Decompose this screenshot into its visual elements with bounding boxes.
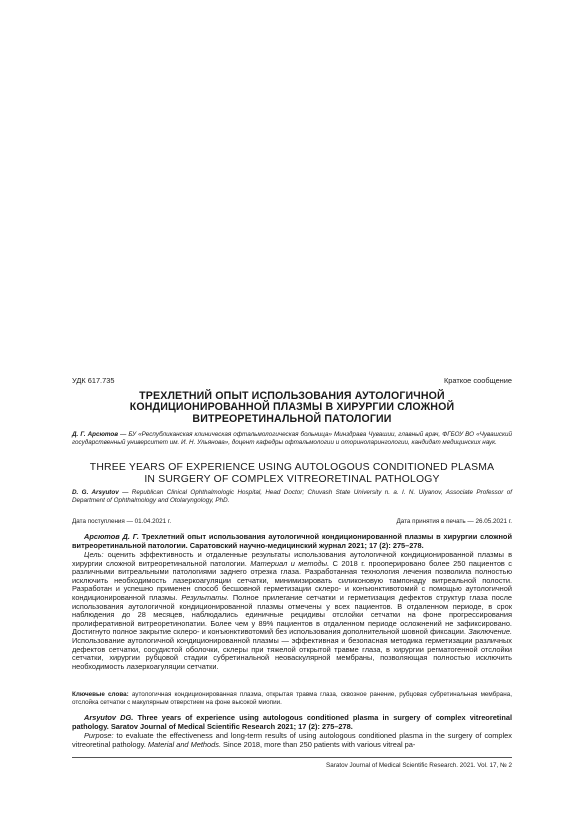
abstract-ru-conclusion: Использование аутологичной кондиционированной плазмы — эффективная и безопасная методика герметизации различных дефектов сетчатки, сосудистой оболочки, склеры при тяжелой открытой травме глаза, в хирургии регматогенной отслойки сетчатки, хирургии рубцовой стадии субретинальной неоваскулярной мембраны, позволяющая полностью исключить необходимость лазеркоагуляции сетчатки. (72, 635, 512, 671)
article-dates (72, 518, 512, 526)
author-affiliation-ru: — БУ «Республиканская клиническая офтальмологическая больница» Минздрава Чувашии, главный врач, ФГБОУ ВО «Чувашский государственный университет им. И. Н. Ульянова», доцент кафедры офтальмологии и оториноларингологии, кандидат медицинских наук. (72, 431, 513, 446)
title-ru-line-1: ТРЕХЛЕТНИЙ ОПЫТ ИСПОЛЬЗОВАНИЯ АУТОЛОГИЧНОЙ (139, 390, 445, 402)
page-footer (72, 762, 512, 770)
citation-ru-author: Арсютов Д. Г. (84, 532, 139, 541)
received-date: Дата поступления — 01.04.2021 г. (72, 518, 172, 525)
keywords-russian (72, 691, 512, 706)
citation-english (72, 714, 512, 731)
abstract-ru-conclusion-label: Заключение. (468, 627, 512, 637)
citation-en-text: Three years of experience using autologous conditioned plasma in surgery of complex vitreoretinal pathology. Saratov Journal of Medical Scientific Research 2021; 17 (2): 275–278. (72, 713, 512, 731)
abstract-ru-methods-label: Материал и методы. (250, 558, 330, 568)
title-ru-line-2: КОНДИЦИОНИРОВАННОЙ ПЛАЗМЫ В ХИРУРГИИ СЛОЖНОЙ (129, 401, 455, 414)
article-header (72, 377, 512, 386)
accepted-date: Дата принятия в печать — 26.05.2021 г. (396, 518, 512, 525)
citation-en-author: Arsyutov DG. (84, 713, 134, 722)
abstract-ru-purpose: оценить эффективность и отдаленные результаты использования аутологичной кондиционированной плазмы в хирургии сложной витреоретинальной патологии. (72, 550, 512, 568)
abstract-ru-purpose-label: Цель: (84, 550, 104, 559)
author-name-en: D. G. Arsyutov (72, 489, 119, 496)
abstract-en-methods-label: Material and Methods. (147, 739, 221, 749)
abstract-en-methods: Since 2018, more than 250 patients with various vitreal pa- (221, 739, 416, 749)
abstract-english (72, 732, 512, 749)
keywords-label: Ключевые слова: (72, 691, 129, 698)
abstract-russian (72, 551, 512, 671)
footer-divider (72, 757, 512, 758)
abstract-ru-methods: С 2018 г. прооперировано более 250 пациентов с различными витреальными патологиями заднего отрезка глаза. Разработанная технология лечения позволила полностью исключить необходимость лазеркоагуляции сетчатки, минимизировать силиконовую тампонаду витреальной полости. Разработан и успешно применен способ бесшовной герметизации склеро- и конъюнктивотомий с помощью аутологичной кондиционированной плазмы. (72, 558, 512, 602)
author-affiliation-en: — Republican Clinical Ophthalmologic Hospital, Head Doctor; Chuvash State University n. a. I. N. Ulyanov, Associate Professor of Department of Ophthalmology and Otolaryngology, PhD. (72, 489, 512, 504)
citation-russian (72, 533, 512, 550)
footer-journal: Saratov Journal of Medical Scientific Research. 2021. Vol. 17, № 2 (326, 762, 512, 769)
author-name-ru: Д. Г. Арсютов (72, 431, 119, 438)
title-en-line-1: THREE YEARS OF EXPERIENCE USING AUTOLOGOUS CONDITIONED PLASMA (89, 462, 495, 473)
abstract-en-purpose-label: Purpose: (84, 731, 114, 740)
title-english (72, 462, 512, 485)
keywords-text: аутологичная кондиционированная плазма, открытая травма глаза, сквозное ранение, рубцовая субретинальная мембрана, отслойка сетчатки с макулярным отверстием на фоне высокой миопии. (72, 691, 513, 706)
abstract-ru-results-label: Результаты. (181, 592, 229, 602)
abstract-en-purpose: to evaluate the effectiveness and long-term results of using autologous conditioned plasma in the surgery of complex vitreoretinal pathology. (72, 731, 512, 749)
author-info-russian (72, 431, 512, 446)
article-type: Краткое сообщение (444, 376, 512, 385)
udc-code: УДК 617.735 (72, 376, 115, 385)
author-info-english (72, 489, 512, 504)
abstract-ru-results: Полное прилегание сетчатки и герметизация дефектов структур глаза после использования аутологичной кондиционированной плазмы отмечены у всех пациентов. В отдаленном периоде, в срок наблюдения до 28 месяцев, наблюдались единичные рецидивы отслойки сетчатки на фоне прогрессирования пролиферативной витреоретинопатии. Более чем у 89% пациентов в отдаленном периоде осложнений не зафиксировано. Достигнуто полное закрытие склеро- и конъюнктивотомий без использования дополнительной шовной фиксации. (72, 592, 512, 637)
title-ru-line-3: ВИТРЕОРЕТИНАЛЬНОЙ ПАТОЛОГИИ (192, 412, 392, 425)
citation-ru-text: Трехлетний опыт использования аутологичной кондиционированной плазмы в хирургии сложной витреоретинальной патологии. Саратовский научно-медицинский журнал 2021; 17 (2): 275–278. (72, 532, 512, 550)
title-en-line-2: IN SURGERY OF COMPLEX VITREORETINAL PATHOLOGY (144, 473, 440, 485)
title-russian (72, 391, 512, 425)
